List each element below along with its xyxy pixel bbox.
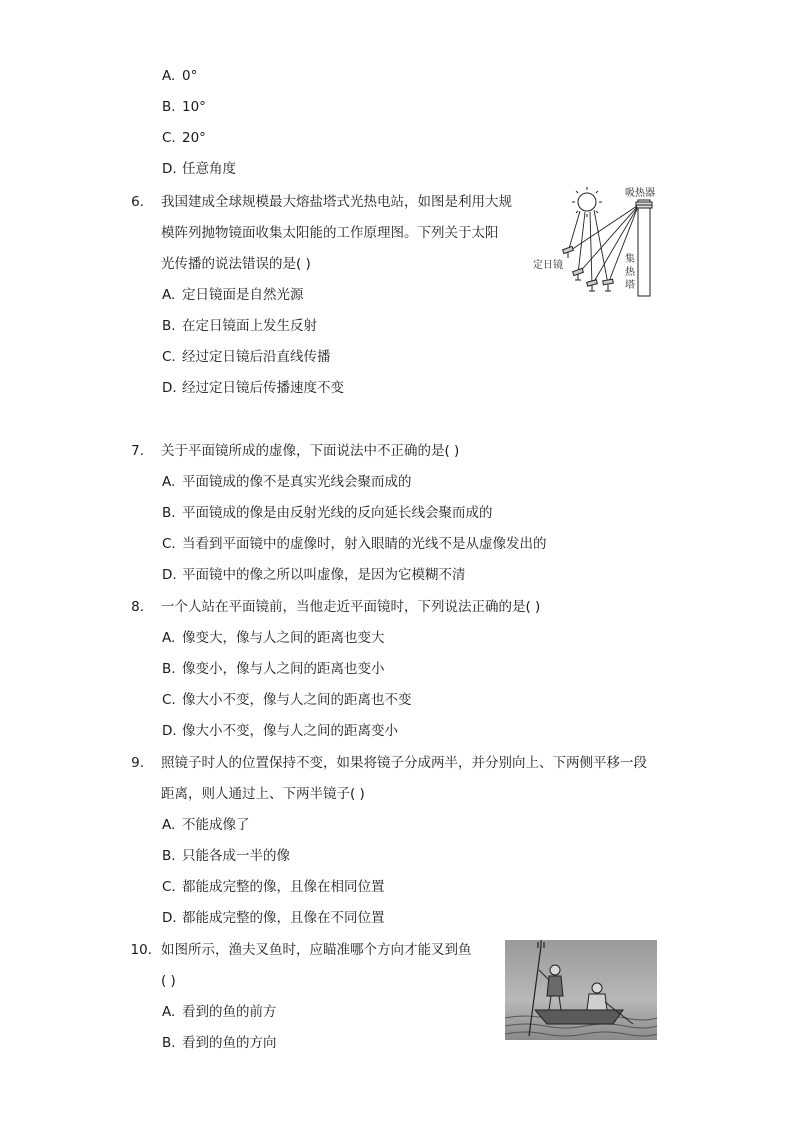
q6-option-d: D. 经过定日镜后传播速度不变 (162, 380, 344, 396)
q7-stem: 关于平面镜所成的虚像，下面说法中不正确的是( ) (161, 443, 460, 459)
q6-option-a: A. 定日镜面是自然光源 (162, 287, 304, 303)
mirror-label: 定日镜 (533, 260, 563, 271)
q9-number: 9. (131, 755, 144, 771)
q9-stem-line-1: 照镜子时人的位置保持不变，如果将镜子分成两半，并分别向上、下两侧平移一段 (161, 755, 647, 771)
heliostat-mirrors (563, 246, 614, 291)
boat-icon (535, 1010, 623, 1024)
q9-option-c: C. 都能成完整的像，且像在相同位置 (162, 879, 385, 895)
q6-stem-line-2: 模阵列抛物镜面收集太阳能的工作原理图。下列关于太阳 (161, 225, 499, 241)
q9-stem-line-2: 距离，则人通过上、下两半镜子( ) (161, 786, 365, 802)
q10-stem-line-1: 如图所示，渔夫叉鱼时，应瞄准哪个方向才能叉到鱼 (161, 942, 472, 958)
q6-stem-line-1: 我国建成全球规模最大熔盐塔式光热电站，如图是利用大规 (161, 194, 512, 210)
fisherman-figure (505, 940, 657, 1040)
q7-option-c: C. 当看到平面镜中的虚像时，射入眼睛的光线不是从虚像发出的 (162, 536, 547, 552)
q7-option-a: A. 平面镜成的像不是真实光线会聚而成的 (162, 474, 412, 490)
tower-label-3: 塔 (625, 280, 635, 291)
q7-number: 7. (131, 443, 144, 459)
q10-number: 10. (130, 942, 152, 958)
q6-option-c: C. 经过定日镜后沿直线传播 (162, 349, 331, 365)
q8-stem: 一个人站在平面镜前，当他走近平面镜时，下列说法正确的是( ) (161, 599, 541, 615)
q6-option-b: B. 在定日镜面上发生反射 (162, 318, 317, 334)
q10-option-b: B. 看到的鱼的方向 (162, 1035, 277, 1051)
q9-option-d: D. 都能成完整的像，且像在不同位置 (162, 910, 385, 926)
q8-option-d: D. 像大小不变，像与人之间的距离变小 (162, 723, 398, 739)
tower-label-1: 集 (625, 254, 635, 265)
sun-icon (572, 187, 602, 217)
q6-number: 6. (131, 194, 144, 210)
q5-option-c: C. 20° (162, 130, 206, 146)
solar-tower-figure (530, 182, 666, 300)
q9-option-b: B. 只能各成一半的像 (162, 848, 290, 864)
q5-option-d: D. 任意角度 (162, 161, 236, 177)
q5-option-b: B. 10° (162, 99, 206, 115)
q9-option-a: A. 不能成像了 (162, 817, 250, 833)
q8-option-b: B. 像变小，像与人之间的距离也变小 (162, 661, 385, 677)
q8-number: 8. (131, 599, 144, 615)
q8-option-c: C. 像大小不变，像与人之间的距离也不变 (162, 692, 412, 708)
scene-background (505, 940, 657, 1040)
tower-label-2: 热 (625, 267, 635, 278)
tower-icon (636, 200, 652, 296)
absorber-label: 吸热器 (625, 188, 655, 199)
q7-option-b: B. 平面镜成的像是由反射光线的反向延长线会聚而成的 (162, 505, 493, 521)
q10-option-a: A. 看到的鱼的前方 (162, 1004, 277, 1020)
q10-stem-line-2: ( ) (161, 973, 176, 989)
q8-option-a: A. 像变大，像与人之间的距离也变大 (162, 630, 385, 646)
q7-option-d: D. 平面镜中的像之所以叫虚像，是因为它模糊不清 (162, 567, 466, 583)
q5-option-a: A. 0° (162, 68, 198, 84)
q6-stem-line-3: 光传播的说法错误的是( ) (161, 256, 311, 272)
